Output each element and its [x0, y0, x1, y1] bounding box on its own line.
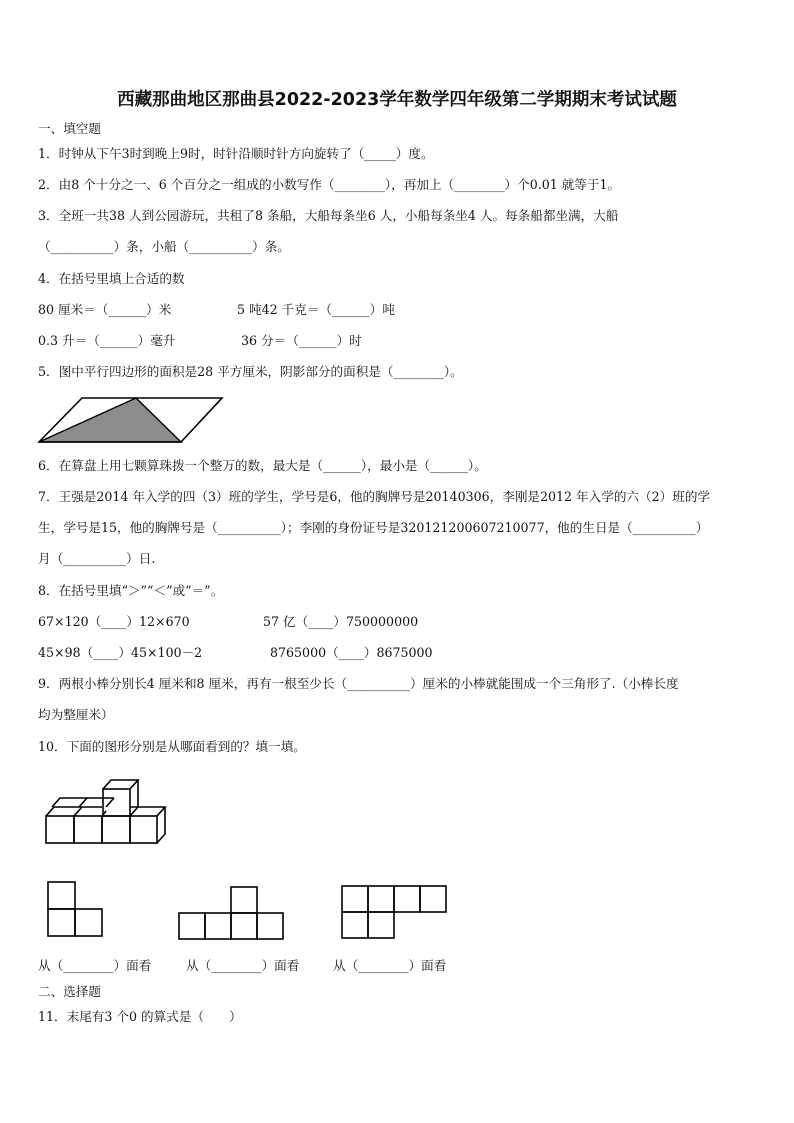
question-8: 8．在括号里填“＞”“＜”或“＝”。 — [38, 583, 224, 598]
question-10: 10．下面的图形分别是从哪面看到的？填一填。 — [38, 739, 306, 754]
question-7-line-2: 生，学号是15，他的胸牌号是（__________）；李刚的身份证号是320121200607210077，他的生日是（__________） — [38, 520, 709, 535]
section-fill-in-blank: 一、填空题 — [38, 121, 101, 136]
question-7-line-1: 7．王强是2014 年入学的四（3）班的学生，学号是6，他的胸牌号是20140306，李刚是2012 年入学的六（2）班的学 — [38, 489, 711, 504]
view-label-2: 从（________）面看 — [186, 958, 300, 973]
question-8c: 45×98（____）45×100－2 — [38, 645, 203, 660]
question-4: 4．在括号里填上合适的数 — [38, 271, 185, 286]
question-4c: 0.3 升＝（______）毫升 — [38, 333, 176, 348]
cube-stack-figure — [40, 775, 170, 851]
question-6: 6．在算盘上用七颗算珠拨一个整万的数，最大是（______），最小是（______）。 — [38, 458, 487, 473]
question-5: 5．图中平行四边形的面积是28 平方厘米，阴影部分的面积是（________）。 — [38, 364, 463, 379]
question-2: 2．由8 个十分之一、6 个百分之一组成的小数写作（________），再加上（________）个0.01 就等于1。 — [38, 177, 621, 192]
question-4a: 80 厘米＝（______）米 — [38, 302, 172, 317]
question-3-line-2: （__________）条，小船（__________）条。 — [38, 239, 290, 254]
question-7-line-3: 月（__________）日. — [38, 551, 156, 566]
question-8a: 67×120（____）12×670 — [38, 614, 190, 629]
view-label-1: 从（________）面看 — [38, 958, 152, 973]
question-8b: 57 亿（____）750000000 — [263, 614, 419, 629]
view-label-3: 从（________）面看 — [333, 958, 447, 973]
view-figure-3 — [338, 883, 450, 941]
question-9-line-2: 均为整厘米） — [38, 707, 114, 722]
question-1: 1．时钟从下午3时到晚上9时，时针沿顺时针方向旋转了（_____）度。 — [38, 146, 434, 161]
question-9-line-1: 9．两根小棒分别长4 厘米和8 厘米，再有一根至少长（__________）厘米的小棒就能围成一个三角形了.（小棒长度 — [38, 676, 679, 691]
section-multiple-choice: 二、选择题 — [38, 984, 101, 999]
view-figure-2 — [175, 884, 287, 942]
question-3-line-1: 3．全班一共38 人到公园游玩，共租了8 条船，大船每条坐6 人，小船每条坐4 人。每条船都坐满，大船 — [38, 208, 619, 223]
view-figure-1 — [44, 878, 108, 940]
page-title: 西藏那曲地区那曲县2022-2023学年数学四年级第二学期期末考试试题 — [117, 90, 677, 110]
question-4d: 36 分＝（______）时 — [241, 333, 362, 348]
question-8d: 8765000（____）8675000 — [270, 645, 433, 660]
question-11: 11．末尾有3 个0 的算式是（ ） — [38, 1009, 242, 1024]
parallelogram-figure — [36, 395, 226, 445]
question-4b: 5 吨42 千克＝（______）吨 — [237, 302, 395, 317]
